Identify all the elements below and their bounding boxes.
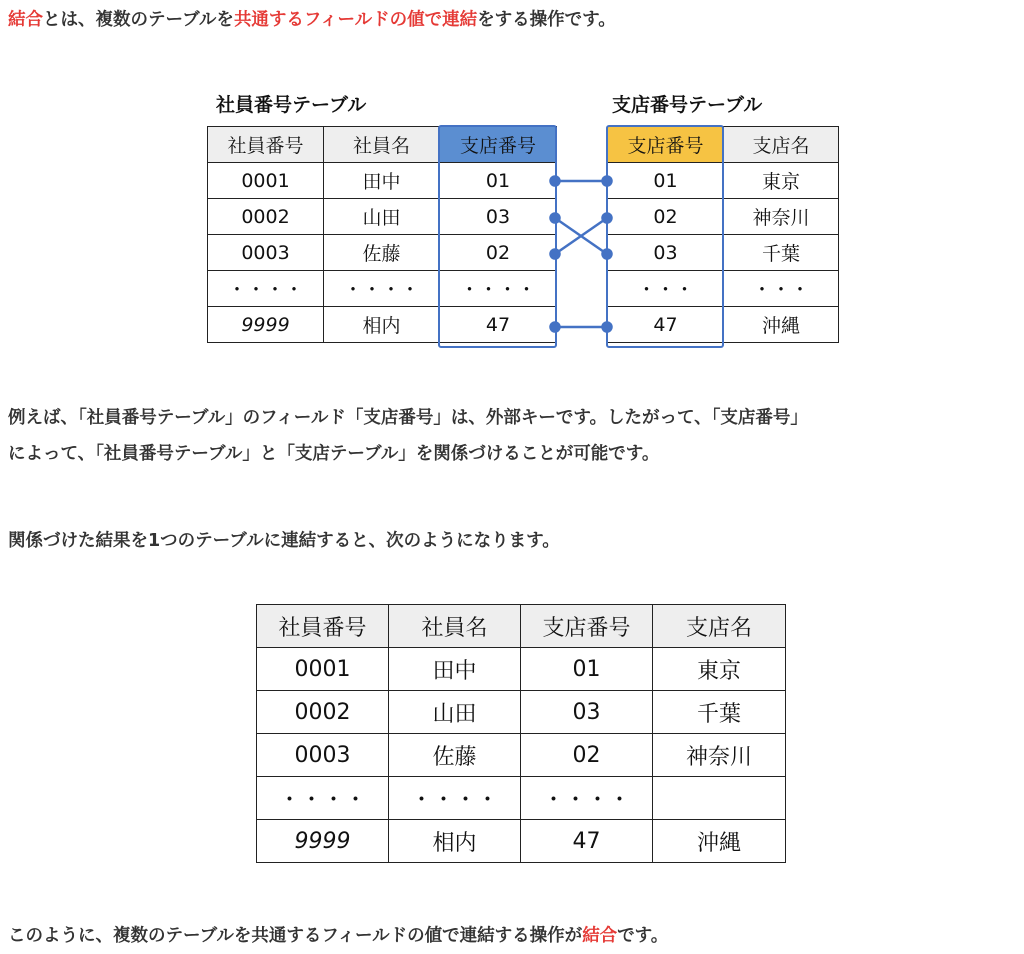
cell: 0001 <box>208 163 324 199</box>
header-branch-no: 支店番号 <box>521 605 653 648</box>
header-branch-name: 支店名 <box>724 127 839 163</box>
conclusion-text: このように、複数のテーブルを共通するフィールドの値で連結する操作が <box>8 926 583 946</box>
cell: 03 <box>521 691 653 734</box>
header-employee-no: 社員番号 <box>208 127 324 163</box>
conclusion-end: です。 <box>617 926 669 946</box>
cell: 相内 <box>324 307 440 343</box>
cell: 0002 <box>257 691 389 734</box>
result-intro-paragraph: 関係づけた結果を1つのテーブルに連結すると、次のようになります。 <box>8 531 560 551</box>
explanation-paragraph <box>8 400 808 472</box>
explanation-line-2: によって、「社員番号テーブル」と「支店テーブル」を関係づけることが可能です。 <box>8 444 660 464</box>
cell: ・・・・ <box>521 777 653 820</box>
cell: 9999 <box>208 307 324 343</box>
link-dot <box>551 250 560 259</box>
header-employee-no: 社員番号 <box>257 605 389 648</box>
join-term-conclusion: 結合 <box>582 926 618 946</box>
cell: 01 <box>608 163 724 199</box>
cell: 0003 <box>208 235 324 271</box>
cell: 東京 <box>653 648 786 691</box>
cell: 山田 <box>324 199 440 235</box>
table-header-row <box>257 605 786 648</box>
link-dot <box>603 323 612 332</box>
table-row <box>257 777 786 820</box>
intro-highlight: 共通するフィールドの値で連結 <box>233 10 478 30</box>
table-row <box>257 691 786 734</box>
cell: 03 <box>440 199 557 235</box>
cell: ・・・・ <box>389 777 521 820</box>
link-dot <box>603 250 612 259</box>
cell: 47 <box>608 307 724 343</box>
link-dot <box>603 214 612 223</box>
header-branch-no: 支店番号 <box>440 127 557 163</box>
cell: 02 <box>608 199 724 235</box>
cell: 0003 <box>257 734 389 777</box>
header-employee-name: 社員名 <box>389 605 521 648</box>
cell: 千葉 <box>724 235 839 271</box>
cell: 神奈川 <box>724 199 839 235</box>
header-branch-no: 支店番号 <box>608 127 724 163</box>
cell: 0002 <box>208 199 324 235</box>
cell: 0001 <box>257 648 389 691</box>
cell: 沖縄 <box>653 820 786 863</box>
link-dot <box>603 177 612 186</box>
cell: 01 <box>521 648 653 691</box>
cell: 佐藤 <box>389 734 521 777</box>
cell: ・・・・ <box>440 271 557 307</box>
cell: ・・・・ <box>208 271 324 307</box>
cell: 03 <box>608 235 724 271</box>
header-branch-name: 支店名 <box>653 605 786 648</box>
cell: 千葉 <box>653 691 786 734</box>
cell: 田中 <box>389 648 521 691</box>
conclusion-paragraph <box>8 918 668 954</box>
link-dot <box>551 323 560 332</box>
branch-table-title: 支店番号テーブル <box>612 94 763 116</box>
joined-table <box>256 604 786 863</box>
cell: 01 <box>440 163 557 199</box>
cell: ・・・・ <box>324 271 440 307</box>
cell: 山田 <box>389 691 521 734</box>
cell: 佐藤 <box>324 235 440 271</box>
cell: ・・・・ <box>257 777 389 820</box>
cell: 沖縄 <box>724 307 839 343</box>
explanation-line-1: 例えば、「社員番号テーブル」のフィールド「支店番号」は、外部キーです。したがって、「支店番号」 <box>8 408 808 428</box>
cell: 相内 <box>389 820 521 863</box>
cell <box>653 777 786 820</box>
cell: ・・・ <box>724 271 839 307</box>
intro-text: とは、複数のテーブルを <box>43 10 234 30</box>
table-row <box>257 734 786 777</box>
link-dot <box>551 214 560 223</box>
header-employee-name: 社員名 <box>324 127 440 163</box>
cell: ・・・ <box>608 271 724 307</box>
cell: 田中 <box>324 163 440 199</box>
cell: 47 <box>440 307 557 343</box>
cell: 47 <box>521 820 653 863</box>
link-dot <box>551 177 560 186</box>
cell: 神奈川 <box>653 734 786 777</box>
cell: 東京 <box>724 163 839 199</box>
cell: 9999 <box>257 820 389 863</box>
join-term: 結合 <box>8 10 43 30</box>
table-row <box>257 648 786 691</box>
table-row <box>257 820 786 863</box>
cell: 02 <box>440 235 557 271</box>
employee-table-title: 社員番号テーブル <box>216 94 367 116</box>
intro-text-end: をする操作です。 <box>477 10 616 30</box>
cell: 02 <box>521 734 653 777</box>
